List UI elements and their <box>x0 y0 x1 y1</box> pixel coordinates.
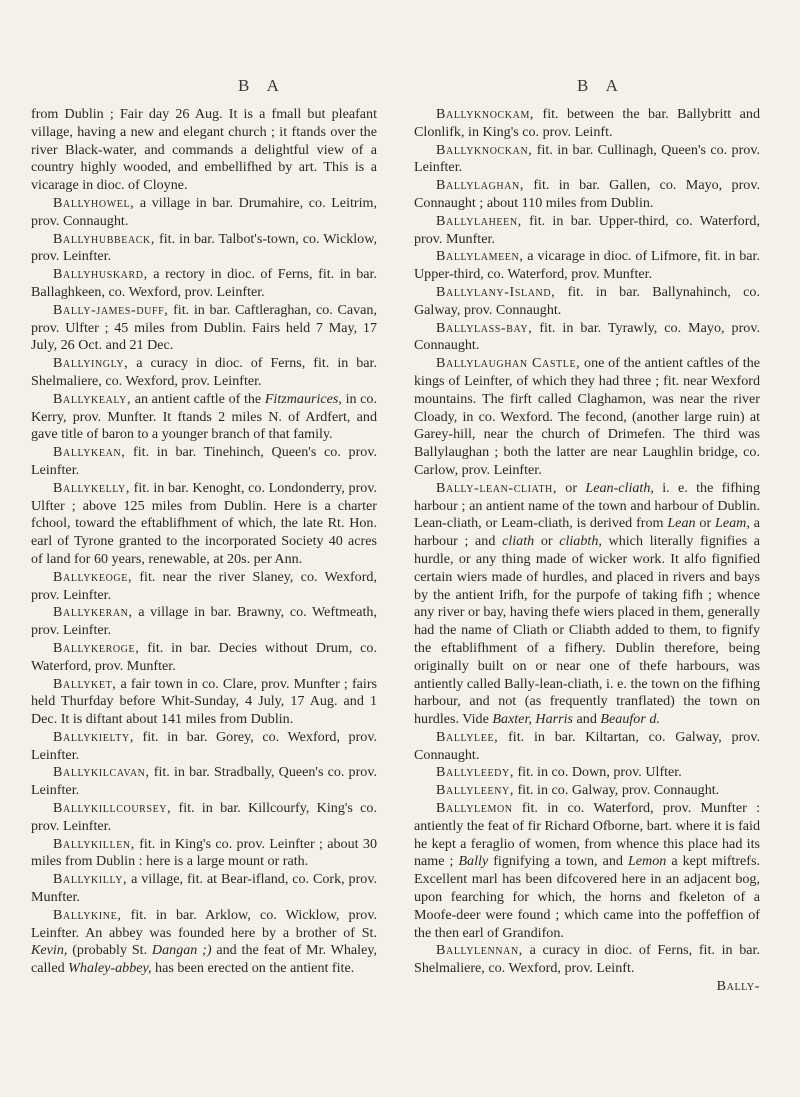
left-column <box>31 106 377 978</box>
entry-headword: Bally-lean-cliath, <box>436 479 557 496</box>
entry-text: from Dublin ; Fair day 26 Aug. It is a fmall but pleafant village, having a new and elegant church ; it ftands over the river Black-water, and commands a delightful view of a country highly wooded, and embellifhed by art. This is a vicarage in dioc. of Cloyne. <box>31 106 377 194</box>
entry-text: a village, fit. at Bear-ifland, co. Cork, prov. Munfter. <box>31 871 377 906</box>
entry-italic-text: Fitzmaurices, <box>264 390 342 407</box>
entry-text: fit. in bar. Tyrawly, co. Mayo, prov. Connaught. <box>414 319 760 354</box>
gazetteer-entry <box>31 444 377 480</box>
gazetteer-entry <box>31 266 377 302</box>
entry-italic-text: Kevin, <box>31 942 68 959</box>
running-head-left: B A <box>238 76 286 95</box>
right-column <box>414 106 760 996</box>
entry-headword: Ballykeoge, <box>53 568 133 585</box>
gazetteer-entry <box>414 106 760 142</box>
entry-headword: Ballykilly, <box>53 871 128 888</box>
gazetteer-entry <box>31 764 377 800</box>
gazetteer-entry <box>414 729 760 765</box>
entry-headword: Ballyhubbeack, <box>53 230 155 247</box>
entry-text: a curacy in dioc. of Ferns, fit. in bar. Shelmaliere, co. Wexford, prov. Leinfter. <box>31 355 377 389</box>
entry-headword: Ballykealy, <box>53 390 132 407</box>
entry-italic-text: Lemon <box>627 853 667 870</box>
gazetteer-entry <box>414 800 760 942</box>
entry-headword: Ballylaheen, <box>436 212 522 229</box>
entry-headword: Ballylemon <box>436 800 513 817</box>
entry-text: fit. in bar. Tinehinch, Queen's co. prov. Leinfter. <box>31 444 377 478</box>
gazetteer-entry <box>414 213 760 249</box>
gazetteer-entry <box>31 302 377 355</box>
gazetteer-entry <box>31 871 377 907</box>
gazetteer-entry <box>414 355 760 480</box>
entry-italic-text: Leam, <box>715 515 750 532</box>
gazetteer-entry <box>414 142 760 178</box>
entry-text: a rectory in dioc. of Ferns, fit. in bar. Ballaghkeen, co. Wexford, prov. Leinfter. <box>31 266 377 300</box>
entry-text: fit. in bar. Gallen, co. Mayo, prov. Connaught ; about 110 miles from Dublin. <box>414 177 760 211</box>
entry-headword: Ballylany-Island, <box>436 283 556 300</box>
entry-text: fit. in co. Down, prov. Ulfter. <box>513 764 682 781</box>
entry-italic-text: Lean <box>667 515 696 532</box>
gazetteer-entry <box>31 195 377 231</box>
entry-text: fit. in bar. Ballynahinch, co. Galway, prov. Connaught. <box>414 283 760 318</box>
gazetteer-entry <box>414 480 760 729</box>
entry-headword: Ballykeran, <box>53 604 133 621</box>
entry-headword: Ballykilcavan, <box>53 764 150 781</box>
entry-text: fit. in King's co. prov. Leinfter ; about 30 miles from Dublin : here is a large mount or rath. <box>31 835 377 870</box>
entry-text: in co. Kerry, prov. Munfter. It ftands 2 miles N. of Ardfert, and gave title of baron to a younger branch of that family. <box>31 390 377 443</box>
gazetteer-entry <box>414 177 760 213</box>
entry-headword: Ballykean, <box>53 444 126 461</box>
entry-headword: Ballylass-bay, <box>436 319 533 336</box>
gazetteer-entry <box>414 320 760 356</box>
entry-headword: Bally-james-duff, <box>53 301 169 318</box>
entry-text: a kept miftrefs. Excellent marl has been difcovered here in an adjacent bog, upon fearching for which, the horns and fkeleton of a Moofe-deer were found ; which came into the poffeffion of the then earl of Grandifon. <box>414 853 760 941</box>
gazetteer-entry <box>414 248 760 284</box>
gazetteer-entry <box>414 782 760 800</box>
entry-italic-text: Beaufor d. <box>600 711 660 728</box>
entry-text: fit. in bar. Stradbally, Queen's co. prov. Leinfter. <box>31 764 377 799</box>
entry-text: fit. in bar. Kiltartan, co. Galway, prov. Connaught. <box>414 728 760 763</box>
gazetteer-entry <box>414 942 760 978</box>
entry-text: fit. in bar. Caftleraghan, co. Cavan, prov. Ulfter ; 45 miles from Dublin. Fairs held 7 May, 17 July, 26 Oct. and 21 Dec. <box>31 301 377 354</box>
gazetteer-entry <box>31 729 377 765</box>
entry-headword: Ballyknockam, <box>436 106 535 122</box>
gazetteer-entry <box>31 676 377 729</box>
entry-italic-text: cliabth, <box>559 533 602 550</box>
gazetteer-entry <box>31 480 377 569</box>
entry-text: a village in bar. Drumahire, co. Leitrim, prov. Connaught. <box>31 194 377 229</box>
entry-text: one of the antient caftles of the kings of Leinfter, of which they had three ; fit. near Wexford mountains. The firft called Claghamon, was near the river Cloady, in co. Wexford. The fecond, (another large ruin) at Garey-hill, near the church of Drimefen. The third was Ballylaughan ; both the latter are near Laughlin bridge, co. Carlow, prov. Leinfter. <box>414 355 760 478</box>
gazetteer-entry <box>31 907 377 978</box>
entry-text: fit. in bar. Talbot's-town, co. Wicklow, prov. Leinfter. <box>31 230 377 265</box>
entry-italic-text: Dangan ;) <box>151 942 212 959</box>
entry-headword: Ballylennan, <box>436 942 523 959</box>
entry-text: fit. in bar. Gorey, co. Wexford, prov. Leinfter. <box>31 728 377 763</box>
entry-italic-text: cliath <box>502 533 535 550</box>
entry-text: an antient caftle of the <box>131 390 265 407</box>
entry-headword: Ballyhowel, <box>53 194 135 211</box>
entry-text: fit. near the river Slaney, co. Wexford, prov. Leinfter. <box>31 568 377 603</box>
entry-text: a fair town in co. Clare, prov. Munfter ; fairs held Thurfday before Whit-Sunday, 4 July, 17 Aug. and 1 Dec. It is diftant about 141 miles from Dublin. <box>31 675 377 728</box>
entry-text: fit. in co. Galway, prov. Connaught. <box>513 782 720 799</box>
entry-headword: Ballyknockan, <box>436 141 533 158</box>
entry-text: or <box>695 515 716 532</box>
entry-headword: Ballykillen, <box>53 835 135 852</box>
entry-headword: Ballyleedy, <box>436 764 514 781</box>
entry-headword: Ballyleeny, <box>436 782 514 799</box>
entry-text: and the feat of Mr. Whaley, called <box>31 942 378 977</box>
entry-text: fit. between the bar. Ballybritt and Clonlifk, in King's co. prov. Leinft. <box>414 106 760 140</box>
entry-text: fit. in bar. Cullinagh, Queen's co. prov. Leinfter. <box>414 141 760 176</box>
entry-text: or <box>556 479 586 496</box>
entry-text: fit. in co. Waterford, prov. Munfter : antiently the feat of fir Richard Ofborne, bart. where it is faid he kept a feraglio of women, from whence this place had its name ; <box>414 800 760 870</box>
entry-text: (probably St. <box>67 942 152 959</box>
entry-text: fit. in bar. Kenoght, co. Londonderry, prov. Ulfter ; above 125 miles from Dublin. Here is a charter fchool, toward the eftablifhment of which, the late Rt. Hon. earl of Tyrone granted to the incorporated Society 40 acres of land for 60 years, renewable, at 20s. per Ann. <box>31 479 377 567</box>
entry-italic-text: Bally <box>458 853 489 870</box>
entry-text: fignifying a town, and <box>488 853 628 870</box>
gazetteer-entry <box>31 836 377 872</box>
entry-text: fit. in bar. Upper-third, co. Waterford, prov. Munfter. <box>414 212 760 247</box>
entry-text: fit. in bar. Killcourfy, King's co. prov. Leinfter. <box>31 800 377 834</box>
catchword: Bally- <box>716 978 760 995</box>
entry-headword: Ballykielty, <box>53 728 134 745</box>
entry-text: a harbour ; and <box>414 515 761 550</box>
entry-headword: Ballylameen, <box>436 248 524 265</box>
entry-text: has been erected on the antient fite. <box>151 960 355 977</box>
entry-text: a village in bar. Brawny, co. Weftmeath, prov. Leinfter. <box>31 604 377 639</box>
gazetteer-entry <box>31 800 377 836</box>
entry-text: fit. in bar. Decies without Drum, co. Waterford, prov. Munfter. <box>31 639 377 674</box>
entry-headword: Ballyket, <box>53 675 117 692</box>
entry-headword: Ballyhuskard, <box>53 266 148 283</box>
entry-headword: Ballykeroge, <box>53 639 140 656</box>
gazetteer-entry <box>31 391 377 444</box>
entry-italic-text: Whaley-abbey, <box>68 960 152 977</box>
gazetteer-entry <box>31 604 377 640</box>
entry-headword: Ballyingly, <box>53 355 129 372</box>
entry-headword: Ballylaghan, <box>436 177 524 194</box>
gazetteer-entry <box>414 764 760 782</box>
entry-text: or <box>534 533 560 550</box>
entry-headword: Ballykillcoursey, <box>53 800 172 817</box>
gazetteer-entry <box>31 106 377 195</box>
entry-text: which literally fignifies a hurdle, or any thing made of wicker work. It alfo fignified certain wiers made of hurdles, and placed in rivers and bays by the antient Irifh, for the purpofe of taking fifh ; whence any river or bay, having thefe wiers placed in them, generally had the name of Cliath or Cliabth added to them, to fignify the eftablifhment of a fifhery. Dublin therefore, being originally built on or near one of thefe harbours, was antiently called Bally-lean-cliath, i. e. the town on the fifhing harbour, and not (as frequently tranflated) the town on hurdles. Vide <box>414 533 760 728</box>
gazetteer-entry <box>31 231 377 267</box>
entry-text: a curacy in dioc. of Ferns, fit. in bar. Shelmaliere, co. Wexford, prov. Leinft. <box>414 942 760 977</box>
gazetteer-entry <box>31 355 377 391</box>
running-head-right: B A <box>577 76 625 95</box>
gazetteer-entry <box>414 284 760 320</box>
entry-headword: Ballylaughan Castle, <box>436 355 581 372</box>
entry-text: and <box>573 711 601 728</box>
entry-italic-text: Baxter, Harris <box>492 711 574 728</box>
entry-headword: Ballylee, <box>436 728 499 745</box>
entry-headword: Ballykine, <box>53 906 122 923</box>
entry-text: i. e. the fifhing harbour ; an antient name of the town and harbour of Dublin. Lean-cliath, or Leam-cliath, is derived from <box>414 479 761 532</box>
gazetteer-entry <box>31 640 377 676</box>
entry-text: fit. in bar. Arklow, co. Wicklow, prov. Leinfter. An abbey was founded here by a brother of St. <box>31 906 377 941</box>
gazetteer-entry <box>31 569 377 605</box>
entry-text: a vicarage in dioc. of Lifmore, fit. in bar. Upper-third, co. Waterford, prov. Munfter. <box>414 248 760 283</box>
entry-headword: Ballykelly, <box>53 479 130 496</box>
entry-italic-text: Lean-cliath, <box>585 479 654 496</box>
